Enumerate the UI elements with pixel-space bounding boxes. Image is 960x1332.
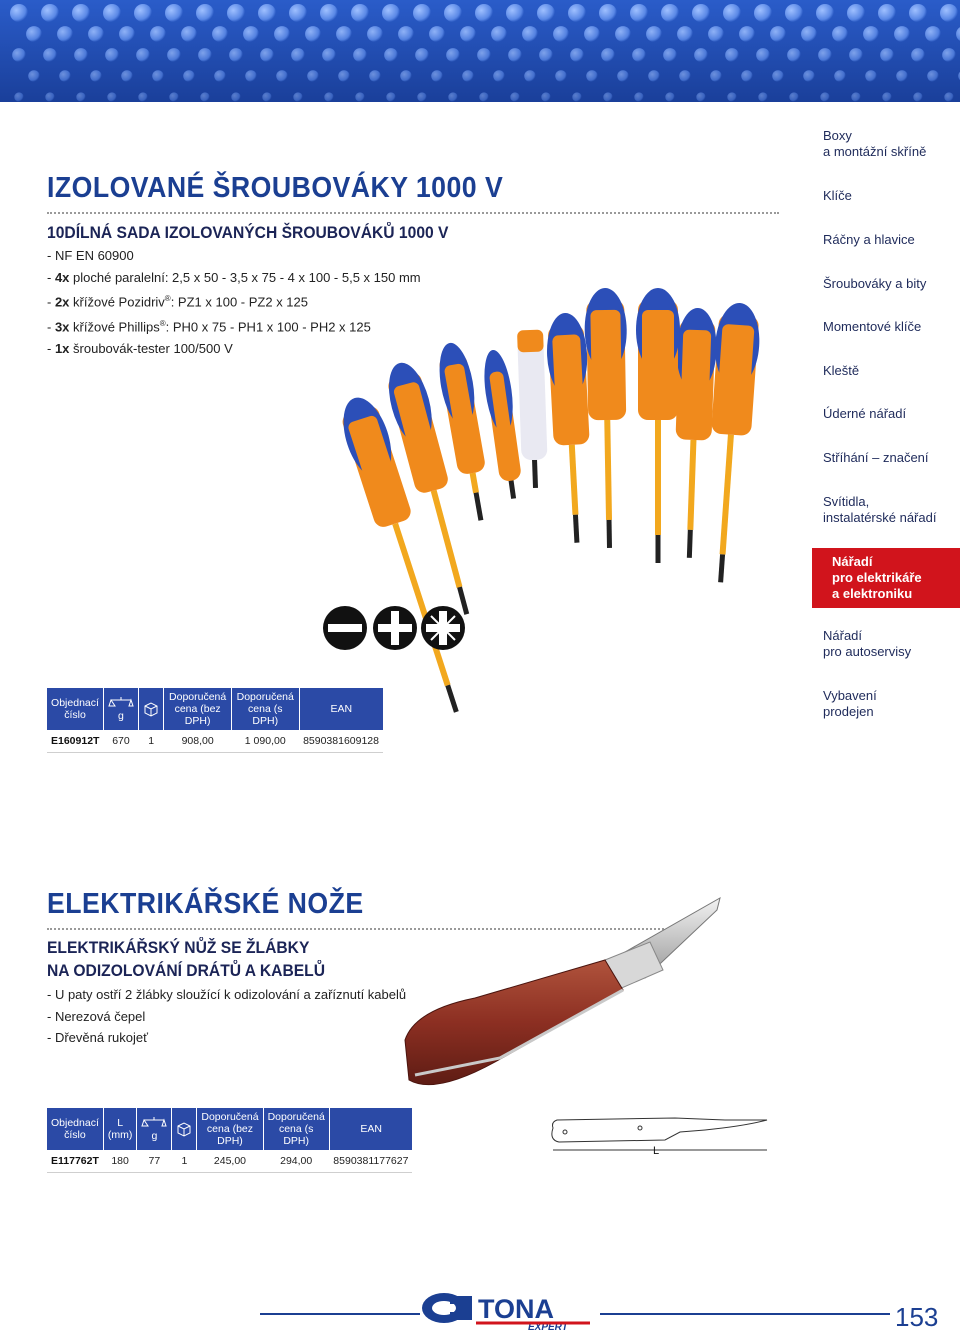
pattern-dot: [944, 92, 953, 101]
nav-item[interactable]: Úderné nářadí: [823, 406, 907, 421]
product-subtitle: 10DÍLNÁ SADA IZOLOVANÝCH ŠROUBOVÁKŮ 1000 V: [47, 223, 449, 242]
pattern-dot: [90, 70, 102, 82]
pattern-dot: [615, 26, 631, 42]
pattern-dot: [865, 70, 877, 82]
scale-icon: [108, 696, 134, 710]
pattern-dot: [367, 26, 383, 42]
pattern-dot: [76, 92, 85, 101]
scale-icon: [141, 1116, 167, 1130]
col-price-net: Doporučená cena (bez DPH): [197, 1108, 263, 1150]
pattern-dot: [911, 48, 925, 62]
pattern-dot: [537, 4, 555, 22]
pattern-dot: [506, 4, 524, 22]
pattern-dot: [258, 4, 276, 22]
pattern-dot: [28, 70, 40, 82]
feature-item: - 3x křížové Phillips®: PH0 x 75 - PH1 x 100 - PH2 x 125: [47, 318, 371, 335]
knife-dimension-diagram: [545, 1108, 775, 1158]
pattern-dot: [324, 92, 333, 101]
nav-item[interactable]: Svítidla, instalatérské nářadí: [823, 494, 937, 525]
pattern-dot: [694, 48, 708, 62]
pattern-dot: [816, 4, 834, 22]
pattern-dot: [351, 4, 369, 22]
screwdriver: [584, 288, 631, 549]
pattern-dot: [878, 4, 896, 22]
pattern-dot: [398, 26, 414, 42]
pattern-dot: [10, 4, 28, 22]
col-weight: g: [137, 1108, 172, 1150]
pattern-dot: [632, 48, 646, 62]
col-price-gross: Doporučená cena (s DPH): [231, 688, 299, 730]
pattern-dot: [59, 70, 71, 82]
pattern-dot: [789, 92, 798, 101]
pattern-dot: [739, 26, 755, 42]
pattern-dot: [150, 26, 166, 42]
pattern-dot: [956, 26, 960, 42]
pattern-dot: [212, 26, 228, 42]
pattern-dot: [882, 92, 891, 101]
pattern-dot: [260, 48, 274, 62]
pattern-dot: [183, 70, 195, 82]
pattern-dot: [245, 70, 257, 82]
pattern-dot: [475, 4, 493, 22]
col-price-gross: Doporučená cena (s DPH): [263, 1108, 329, 1150]
footer-line-right: [600, 1313, 890, 1315]
pattern-dot: [847, 4, 865, 22]
col-ean: EAN: [329, 1108, 412, 1150]
pattern-dot: [274, 26, 290, 42]
pattern-dot: [200, 92, 209, 101]
pattern-dot: [880, 48, 894, 62]
pattern-dot: [417, 92, 426, 101]
nav-item[interactable]: Boxy a montážní skříně: [823, 128, 927, 159]
pattern-dot: [665, 92, 674, 101]
pattern-dot: [894, 26, 910, 42]
pattern-dot: [491, 26, 507, 42]
brand-sub: EXPERT: [528, 1322, 568, 1332]
pattern-dot: [661, 4, 679, 22]
pattern-dot: [539, 48, 553, 62]
pattern-dot: [400, 70, 412, 82]
pattern-dot: [276, 70, 288, 82]
feature-item: - Nerezová čepel: [47, 1008, 146, 1024]
pattern-dot: [741, 70, 753, 82]
pattern-dot: [942, 48, 956, 62]
pattern-dot: [818, 48, 832, 62]
pattern-dot: [772, 70, 784, 82]
nav-item[interactable]: Nářadí pro autoservisy: [823, 628, 912, 659]
pattern-dot: [801, 26, 817, 42]
pattern-dot: [446, 48, 460, 62]
divider: [47, 212, 779, 214]
flat-tip-icon: [323, 606, 367, 650]
pattern-dot: [510, 92, 519, 101]
pattern-dot: [181, 26, 197, 42]
pattern-dot: [382, 4, 400, 22]
pattern-dot: [725, 48, 739, 62]
pattern-dot: [353, 48, 367, 62]
col-package: [138, 688, 163, 730]
pattern-dot: [648, 70, 660, 82]
pattern-dot: [229, 48, 243, 62]
pattern-dot: [541, 92, 550, 101]
pattern-dot: [336, 26, 352, 42]
pattern-dot: [460, 26, 476, 42]
pattern-dot: [727, 92, 736, 101]
pattern-dot: [696, 92, 705, 101]
pattern-dot: [289, 4, 307, 22]
feature-list: [47, 984, 406, 1049]
pattern-dot: [74, 48, 88, 62]
feature-item: - 2x křížové Pozidriv®: PZ1 x 100 - PZ2 x 125: [47, 294, 308, 310]
pozidriv-tip-icon: [421, 606, 465, 650]
box-icon: [143, 701, 159, 717]
screwdriver: [636, 288, 680, 563]
pattern-dot: [415, 48, 429, 62]
pattern-dot: [832, 26, 848, 42]
pattern-dot: [508, 48, 522, 62]
pattern-dot: [26, 26, 42, 42]
pattern-dot: [41, 4, 59, 22]
pattern-dot: [105, 48, 119, 62]
pattern-dot: [820, 92, 829, 101]
pattern-dot: [413, 4, 431, 22]
pattern-dot: [834, 70, 846, 82]
page-number: 153: [895, 1302, 939, 1332]
pattern-dot: [851, 92, 860, 101]
pattern-dot: [119, 26, 135, 42]
section-title-knives: ELEKTRIKÁŘSKÉ NOŽE: [47, 888, 364, 920]
pattern-dot: [863, 26, 879, 42]
pattern-dot: [723, 4, 741, 22]
pattern-dot: [72, 4, 90, 22]
pattern-dot: [107, 92, 116, 101]
brand-name: TONA: [478, 1294, 555, 1324]
product-subtitle-line1: ELEKTRIKÁŘSKÝ NŮŽ SE ŽLÁBKY: [47, 938, 310, 957]
pattern-dot: [14, 92, 23, 101]
pattern-dot: [384, 48, 398, 62]
pattern-dot: [243, 26, 259, 42]
feature-item: - U paty ostří 2 žlábky sloužící k odizolování a zaříznutí kabelů: [47, 987, 407, 1002]
pattern-dot: [134, 4, 152, 22]
col-length: L (mm): [103, 1108, 136, 1150]
pattern-dot: [431, 70, 443, 82]
col-order-number: Objednací číslo: [47, 688, 103, 730]
length-label: L: [653, 1145, 660, 1157]
pattern-dot: [584, 26, 600, 42]
pattern-dot: [553, 26, 569, 42]
pattern-dot: [305, 26, 321, 42]
pattern-dot: [198, 48, 212, 62]
pattern-dot: [338, 70, 350, 82]
pattern-dot: [322, 48, 336, 62]
tona-expert-logo: [420, 1290, 600, 1332]
pattern-dot: [231, 92, 240, 101]
nav-item[interactable]: Nářadí pro elektrikáře a elektroniku: [812, 548, 960, 608]
feature-item: - NF EN 60900: [47, 248, 134, 263]
pattern-dot: [803, 70, 815, 82]
nav-item[interactable]: Kleště: [823, 363, 860, 378]
pattern-dot: [599, 4, 617, 22]
feature-item: - 1x šroubovák-tester 100/500 V: [47, 340, 233, 356]
feature-item: - 4x ploché paralelní: 2,5 x 50 - 3,5 x 75 - 4 x 100 - 5,5 x 150 mm: [47, 269, 421, 285]
pattern-dot: [555, 70, 567, 82]
pattern-dot: [754, 4, 772, 22]
pattern-dot: [448, 92, 457, 101]
spec-table-knife: [47, 1108, 412, 1173]
nav-item[interactable]: Klíče: [823, 188, 852, 203]
pattern-dot: [568, 4, 586, 22]
pattern-dot: [710, 70, 722, 82]
section-title-screwdrivers: IZOLOVANÉ ŠROUBOVÁKY 1000 V: [47, 172, 504, 204]
pattern-dot: [293, 92, 302, 101]
col-package: [172, 1108, 197, 1150]
pattern-dot: [165, 4, 183, 22]
nav-item[interactable]: Momentové klíče: [823, 319, 922, 334]
screwdriver-set-image: [300, 270, 770, 730]
pattern-dot: [785, 4, 803, 22]
table-row: E117762T 180 77 1 245,00 294,00 8590381177627: [47, 1150, 412, 1173]
pattern-dot: [679, 70, 691, 82]
logo-mark: [422, 1293, 472, 1323]
pattern-dot: [572, 92, 581, 101]
pattern-dot: [925, 26, 941, 42]
pattern-dot: [167, 48, 181, 62]
pattern-dot: [444, 4, 462, 22]
pattern-dot: [677, 26, 693, 42]
pattern-dot: [940, 4, 958, 22]
pattern-dot: [103, 4, 121, 22]
pattern-dot: [88, 26, 104, 42]
pattern-dot: [386, 92, 395, 101]
pattern-dot: [758, 92, 767, 101]
pattern-dot: [524, 70, 536, 82]
pattern-dot: [787, 48, 801, 62]
pattern-dot: [262, 92, 271, 101]
pattern-dot: [169, 92, 178, 101]
pattern-dot: [429, 26, 445, 42]
pattern-dot: [196, 4, 214, 22]
pattern-dot: [43, 48, 57, 62]
pattern-dot: [136, 48, 150, 62]
pattern-dot: [462, 70, 474, 82]
nav-item[interactable]: Vybavení prodejen: [823, 688, 877, 719]
pattern-dot: [849, 48, 863, 62]
pattern-dot: [291, 48, 305, 62]
pattern-dot: [138, 92, 147, 101]
pattern-dot: [57, 26, 73, 42]
pattern-dot: [692, 4, 710, 22]
col-ean: EAN: [299, 688, 383, 730]
pattern-dot: [369, 70, 381, 82]
pattern-dot: [45, 92, 54, 101]
pattern-dot: [896, 70, 908, 82]
pattern-dot: [617, 70, 629, 82]
pattern-dot: [152, 70, 164, 82]
pattern-dot: [522, 26, 538, 42]
pattern-dot: [634, 92, 643, 101]
col-price-net: Doporučená cena (bez DPH): [164, 688, 232, 730]
header-band: [0, 0, 960, 102]
pattern-dot: [227, 4, 245, 22]
pattern-dot: [913, 92, 922, 101]
pattern-dot: [477, 48, 491, 62]
col-weight: g: [103, 688, 138, 730]
nav-item[interactable]: Stříhání – značení: [823, 450, 929, 465]
electrician-knife-image: [395, 890, 725, 1100]
pattern-dot: [646, 26, 662, 42]
pattern-dot: [603, 92, 612, 101]
pattern-dot: [663, 48, 677, 62]
pattern-dot: [630, 4, 648, 22]
pattern-dot: [570, 48, 584, 62]
feature-item: - Dřevěná rukojeť: [47, 1030, 148, 1045]
pattern-dot: [493, 70, 505, 82]
pattern-dot: [320, 4, 338, 22]
pattern-dot: [121, 70, 133, 82]
pattern-dot: [214, 70, 226, 82]
col-order-number: Objednací číslo: [47, 1108, 103, 1150]
pattern-dot: [927, 70, 939, 82]
pattern-dot: [12, 48, 26, 62]
box-icon: [176, 1121, 192, 1137]
pattern-dot: [601, 48, 615, 62]
pattern-dot: [479, 92, 488, 101]
screwdriver: [517, 330, 548, 489]
pattern-dot: [909, 4, 927, 22]
pattern-dot: [586, 70, 598, 82]
phillips-tip-icon: [373, 606, 417, 650]
pattern-dot: [708, 26, 724, 42]
pattern-dot: [355, 92, 364, 101]
pattern-dot: [770, 26, 786, 42]
nav-item[interactable]: Šroubováky a bity: [823, 276, 927, 291]
product-subtitle-line2: NA ODIZOLOVÁNÍ DRÁTŮ A KABELŮ: [47, 961, 326, 980]
nav-item[interactable]: Ráčny a hlavice: [823, 232, 915, 247]
table-row: E160912T 670 1 908,00 1 090,00 8590381609128: [47, 730, 383, 753]
footer-line-left: [260, 1313, 420, 1315]
pattern-dot: [307, 70, 319, 82]
pattern-dot: [756, 48, 770, 62]
